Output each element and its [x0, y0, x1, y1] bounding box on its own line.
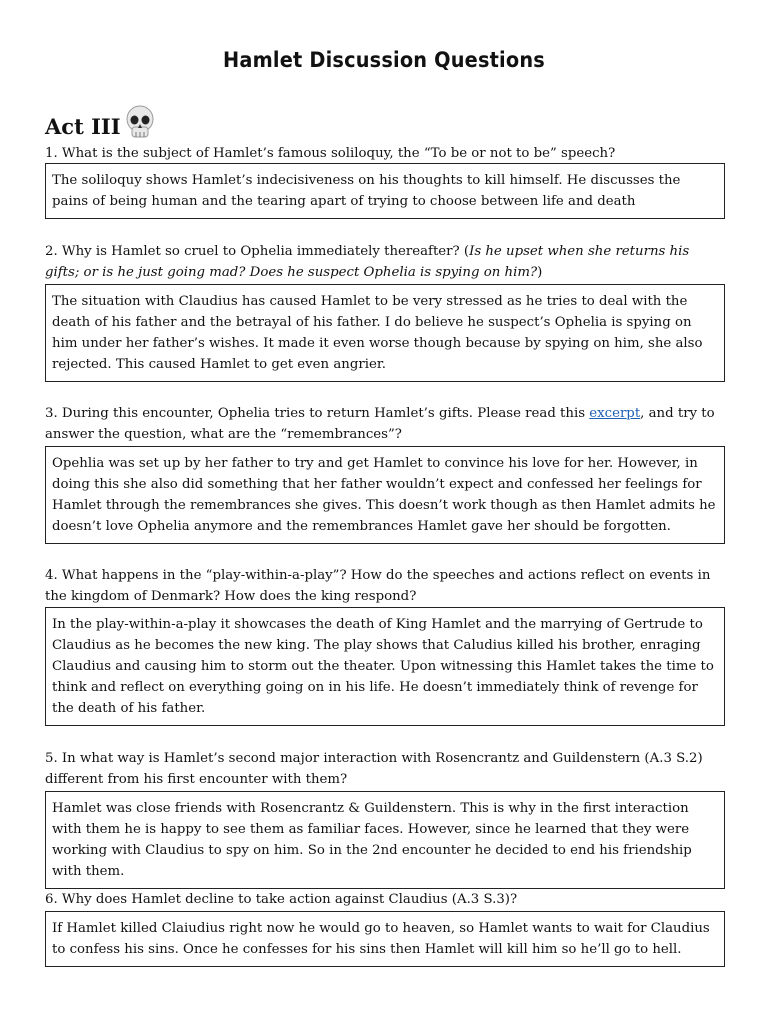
- answer-text-2: The situation with Claudius has caused Hamlet to be very stressed as he tries to deal with the death of his father and the betrayal of his father. I do believe he suspect’s Ophelia is spying on him under her father’s wishes. It made it even worse though because by spying on him, she also rejected. This caused Hamlet to get even angrier.: [52, 294, 703, 372]
- answer-text-5: Hamlet was close friends with Rosencrantz & Guildenstern. This is why in the first interaction with them he is happy to see them as familiar faces. However, since he learned that they were working with Claudius to spy on him. So in the 2nd encounter he decided to end his friendship with them.: [52, 801, 692, 879]
- act-label: Act III: [45, 114, 121, 139]
- skull-icon: [125, 105, 155, 141]
- act-heading: [45, 103, 155, 139]
- question-2-italic: Is he upset when she returns his gifts; or is he just going mad? Does he suspect Ophelia is spying on him?: [45, 244, 690, 280]
- answer-box-2[interactable]: [45, 284, 725, 382]
- answer-text-3: Opehlia was set up by her father to try and get Hamlet to convince his love for her. However, in doing this she also did something that her father wouldn’t expect and confessed her feelings for Hamlet through the remembrances she gives. This doesn’t work though as then Hamlet admits he doesn’t love Ophelia anymore and the remembrances Hamlet gave her should be forgotten.: [52, 456, 716, 534]
- answer-text-6: If Hamlet killed Claiudius right now he would go to heaven, so Hamlet wants to wait for Claudius to confess his sins. Once he confesses for his sins then Hamlet will kill him so he’ll go to hell.: [52, 921, 710, 957]
- question-4: 4. What happens in the “play-within-a-play”? How do the speeches and actions reflect on events in the kingdom of Denmark? How does the king respond?: [45, 568, 711, 604]
- question-6: 6. Why does Hamlet decline to take action against Claudius (A.3 S.3)?: [45, 892, 518, 907]
- question-3-text: 3. During this encounter, Ophelia tries to return Hamlet’s gifts. Please read this: [45, 406, 590, 421]
- question-2-close: ): [537, 265, 543, 280]
- answer-box-6[interactable]: [45, 911, 725, 967]
- answer-box-3[interactable]: [45, 446, 725, 544]
- excerpt-link[interactable]: excerpt: [589, 406, 641, 421]
- question-3: [45, 403, 725, 445]
- page-title: Hamlet Discussion Questions: [223, 48, 545, 72]
- answer-text-4: In the play-within-a-play it showcases the death of King Hamlet and the marrying of Gertrude to Claudius as he becomes the new king. The play shows that Caludius killed his brother, enraging Claudius and causing him to storm out the theater. Upon witnessing this Hamlet takes the time to think and reflect on everything going on in his life. He doesn’t immediately think of revenge for the death of his father.: [52, 617, 714, 716]
- question-1: 1. What is the subject of Hamlet’s famous soliloquy, the “To be or not to be” speech?: [45, 146, 616, 161]
- answer-box-5[interactable]: [45, 791, 725, 889]
- question-2-text: 2. Why is Hamlet so cruel to Ophelia immediately thereafter? (: [45, 244, 470, 259]
- answer-box-4[interactable]: [45, 607, 725, 726]
- answer-box-1[interactable]: [45, 163, 725, 219]
- question-5: 5. In what way is Hamlet’s second major interaction with Rosencrantz and Guildenstern (A.3 S.2) different from his first encounter with them?: [45, 751, 703, 787]
- answer-text-1: The soliloquy shows Hamlet’s indecisiveness on his thoughts to kill himself. He discusses the pains of being human and the tearing apart of trying to choose between life and death: [52, 173, 681, 209]
- question-3-rest: , and try to answer the question, what are the “remembrances”?: [45, 406, 715, 442]
- question-2: [45, 241, 725, 283]
